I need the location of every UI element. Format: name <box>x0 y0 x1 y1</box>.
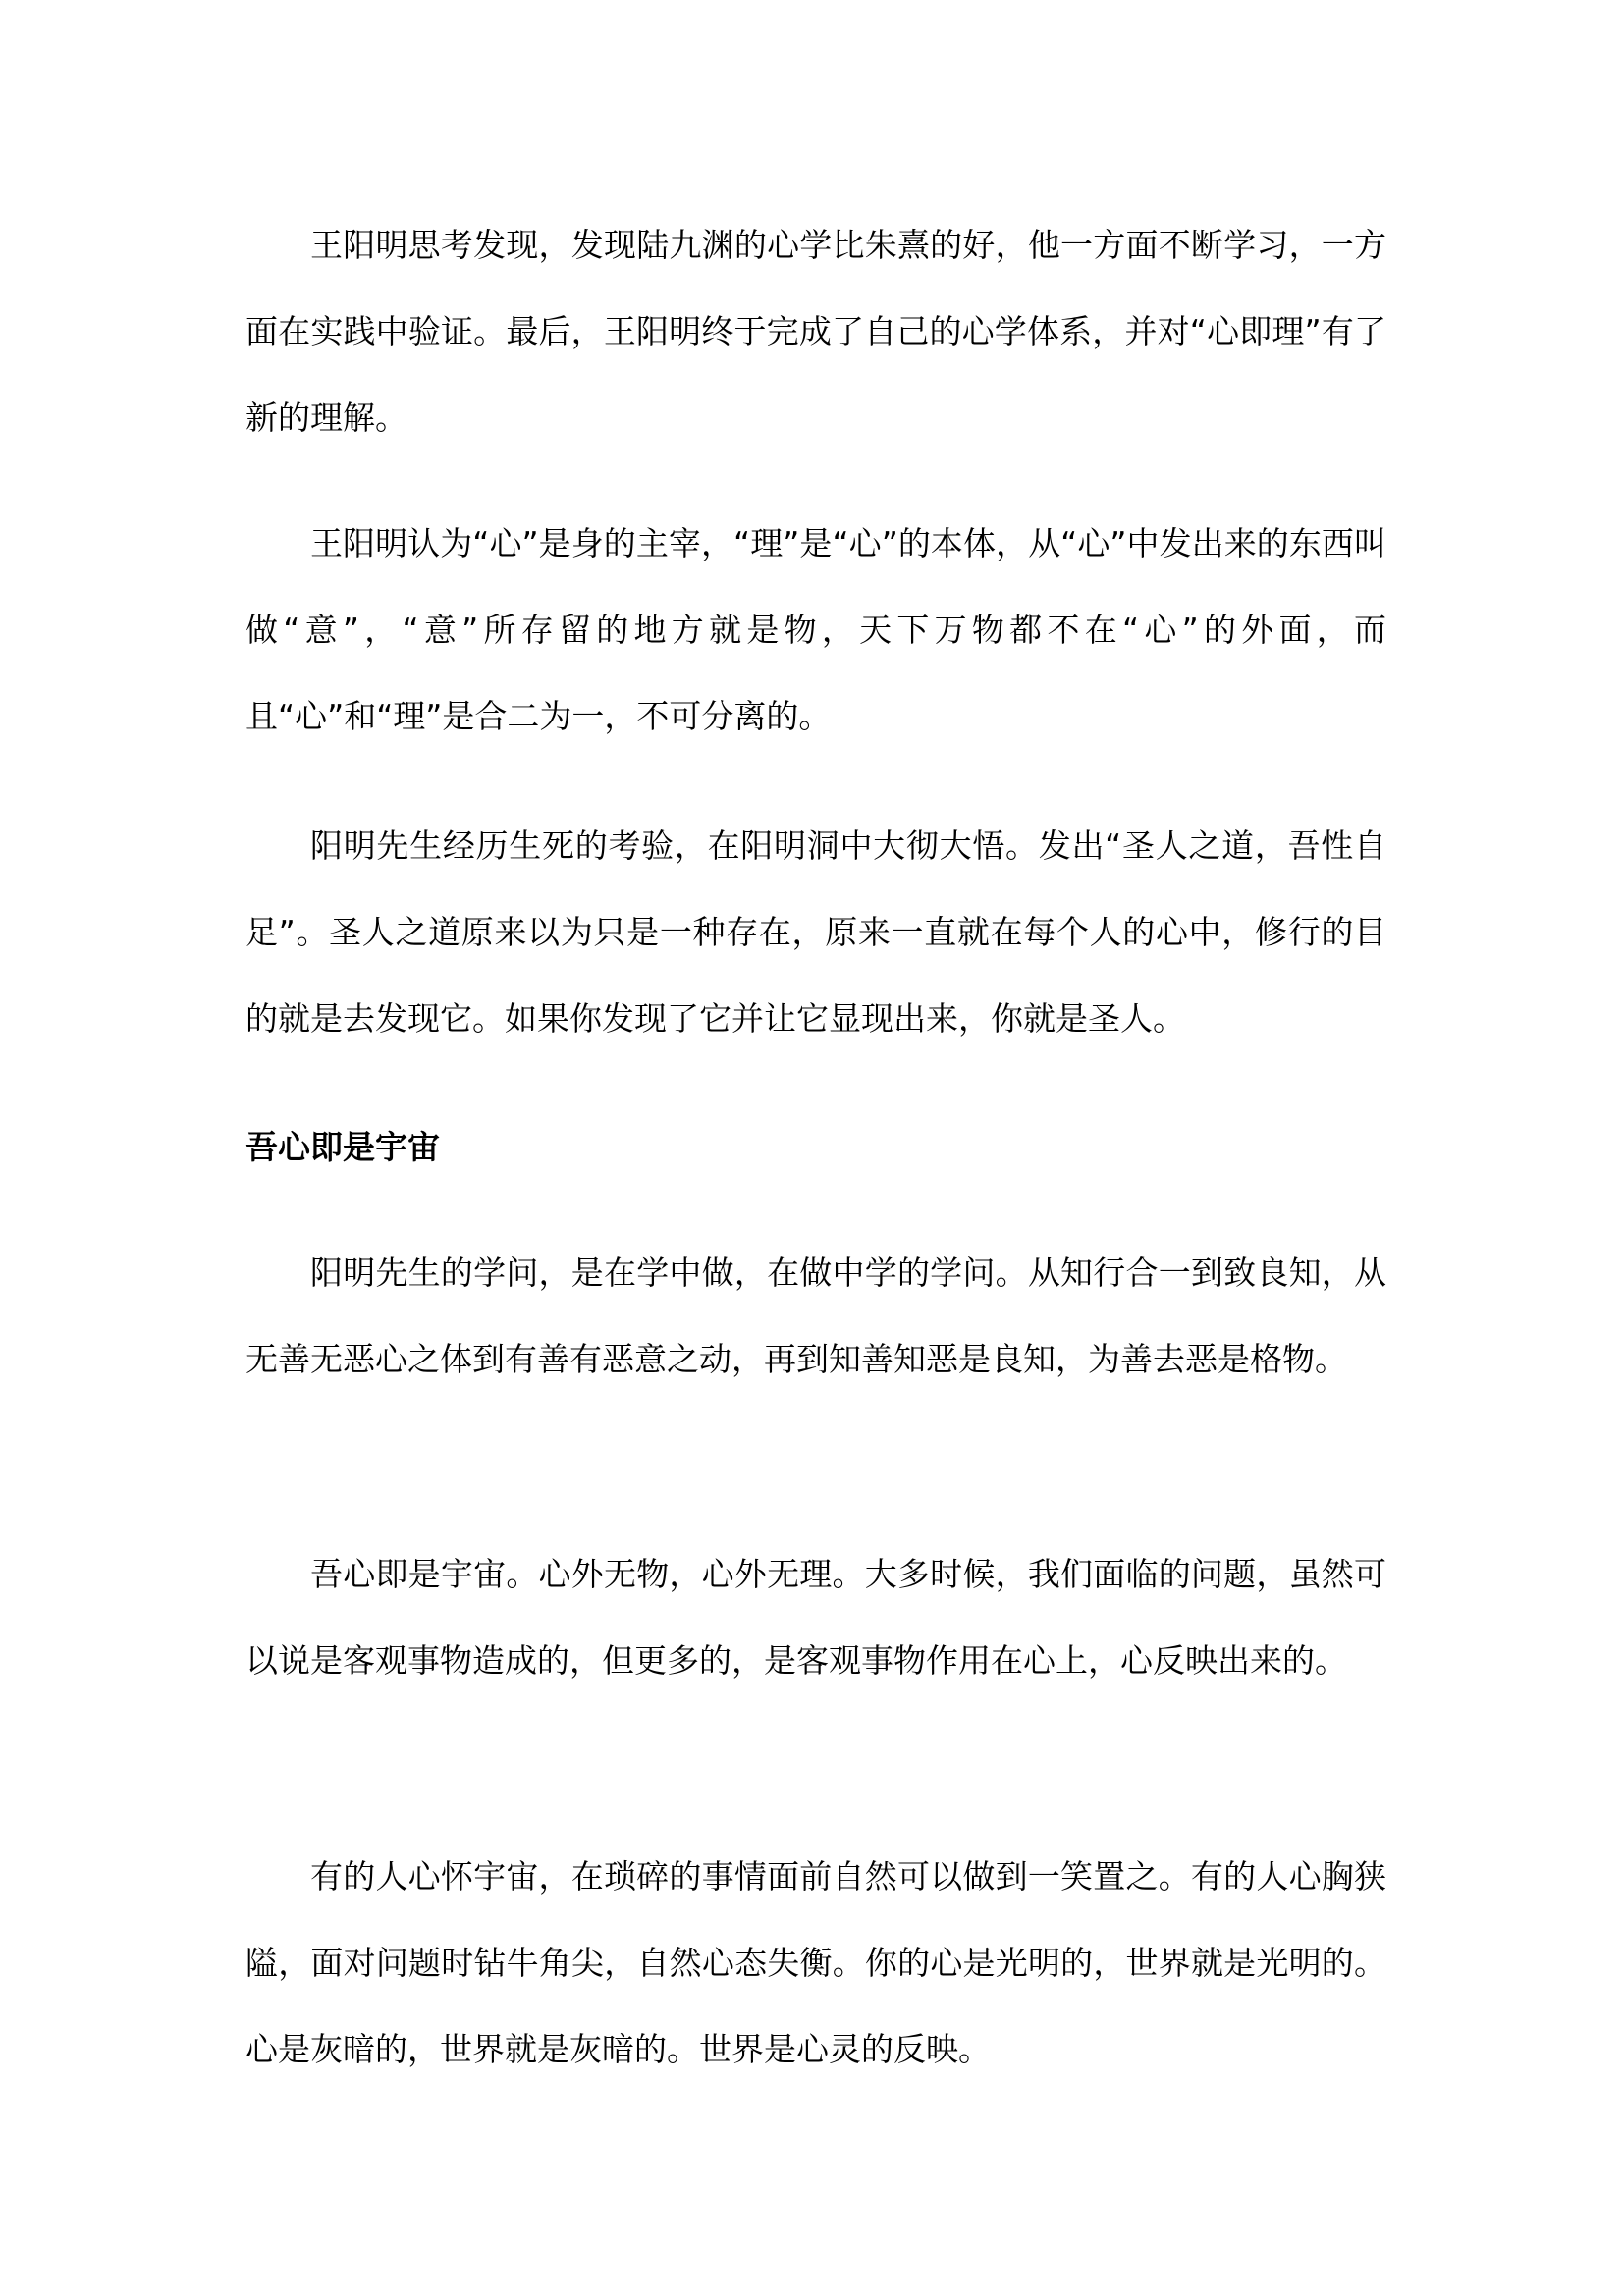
paragraph: 阳明先生的学问，是在学中做，在做中学的学问。从知行合一到致良知，从无善无恶心之体到有善有恶意之动，再到知善知恶是良知，为善去恶是格物。 <box>245 1254 1386 1378</box>
paragraph: 有的人心怀宇宙，在琐碎的事情面前自然可以做到一笑置之。有的人心胸狭隘，面对问题时钻牛角尖，自然心态失衡。你的心是光明的，世界就是光明的。心是灰暗的，世界就是灰暗的。世界是心灵的反映。 <box>245 1857 1386 2068</box>
paragraph: 王阳明思考发现，发现陆九渊的心学比朱熹的好，他一方面不断学习，一方面在实践中验证。最后，王阳明终于完成了自己的心学体系，并对“心即理”有了新的理解。 <box>245 226 1386 437</box>
paragraph: 王阳明认为“心”是身的主宰，“理”是“心”的本体，从“心”中发出来的东西叫做“意”，“意”所存留的地方就是物，天下万物都不在“心”的外面，而且“心”和“理”是合二为一，不可分离的。 <box>245 524 1386 735</box>
paragraph: 阳明先生经历生死的考验，在阳明洞中大彻大悟。发出“圣人之道，吾性自足”。圣人之道原来以为只是一种存在，原来一直就在每个人的心中，修行的目的就是去发现它。如果你发现了它并让它显现出来，你就是圣人。 <box>245 827 1386 1038</box>
section-heading: 吾心即是宇宙 <box>245 1128 440 1166</box>
paragraph: 吾心即是宇宙。心外无物，心外无理。大多时候，我们面临的问题，虽然可以说是客观事物造成的，但更多的，是客观事物作用在心上，心反映出来的。 <box>245 1555 1386 1680</box>
document-page <box>245 0 1386 2296</box>
